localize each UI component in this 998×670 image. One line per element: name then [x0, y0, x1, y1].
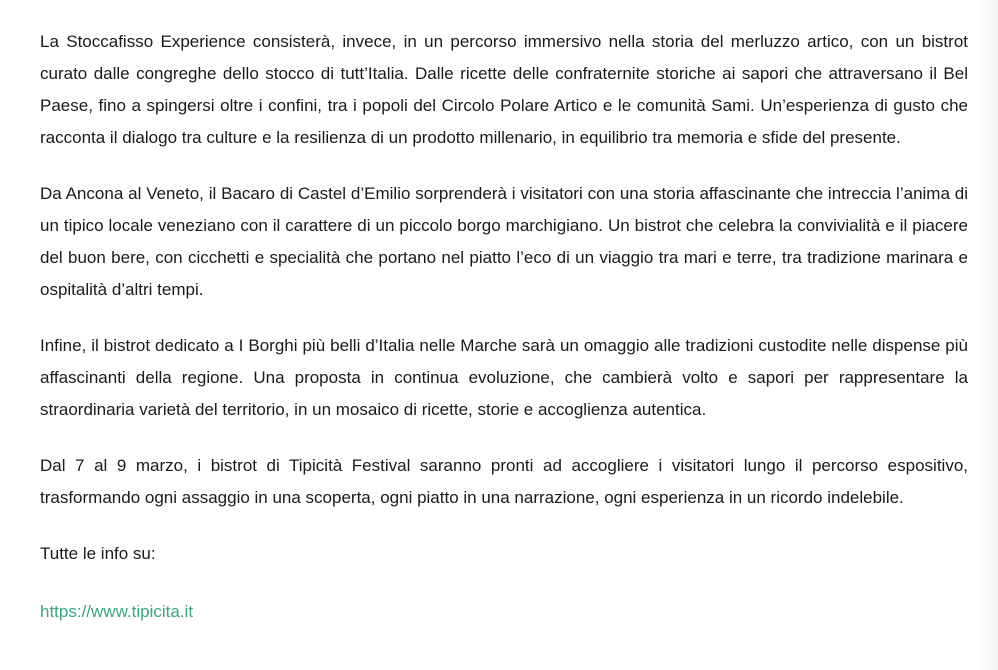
paragraph-info: Tutte le info su:	[40, 544, 156, 563]
scroll-edge-shadow	[976, 0, 998, 670]
website-link[interactable]: https://www.tipicita.it	[40, 602, 194, 621]
paragraph-stoccafisso: La Stoccafisso Experience consisterà, invece, in un percorso immersivo nella storia del merluzzo artico, con un bistrot curato dalle congreghe dello stocco di tutt’Italia. Dalle ricette delle confraternite storiche ai sapori che attraversano il Bel Paese, fino a spingersi oltre i confini, tra i popoli del Circolo Polare Artico e le comunità Sami. Un’esperienza di gusto che racconta il dialogo tra culture e la resilienza di un prodotto millenario, in equilibrio tra memoria e sfide del presente.	[40, 32, 968, 147]
article-body	[40, 26, 968, 628]
paragraph-bacaro: Da Ancona al Veneto, il Bacaro di Castel d’Emilio sorprenderà i visitatori con una storia affascinante che intreccia l’anima di un tipico locale veneziano con il carattere di un piccolo borgo marchigiano. Un bistrot che celebra la convivialità e il piacere del buon bere, con cicchetti e specialità che portano nel piatto l’eco di un viaggio tra mari e terre, tra tradizione marinara e ospitalità d’altri tempi.	[40, 184, 968, 299]
paragraph-dates: Dal 7 al 9 marzo, i bistrot di Tipicità Festival saranno pronti ad accogliere i visitatori lungo il percorso espositivo, trasformando ogni assaggio in una scoperta, ogni piatto in una narrazione, ogni esperienza in un ricordo indelebile.	[40, 456, 968, 507]
paragraph-borghi: Infine, il bistrot dedicato a I Borghi più belli d’Italia nelle Marche sarà un omaggio alle tradizioni custodite nelle dispense più affascinanti della regione. Una proposta in continua evoluzione, che cambierà volto e sapori per rappresentare la straordinaria varietà del territorio, in un mosaico di ricette, storie e accoglienza autentica.	[40, 336, 968, 419]
